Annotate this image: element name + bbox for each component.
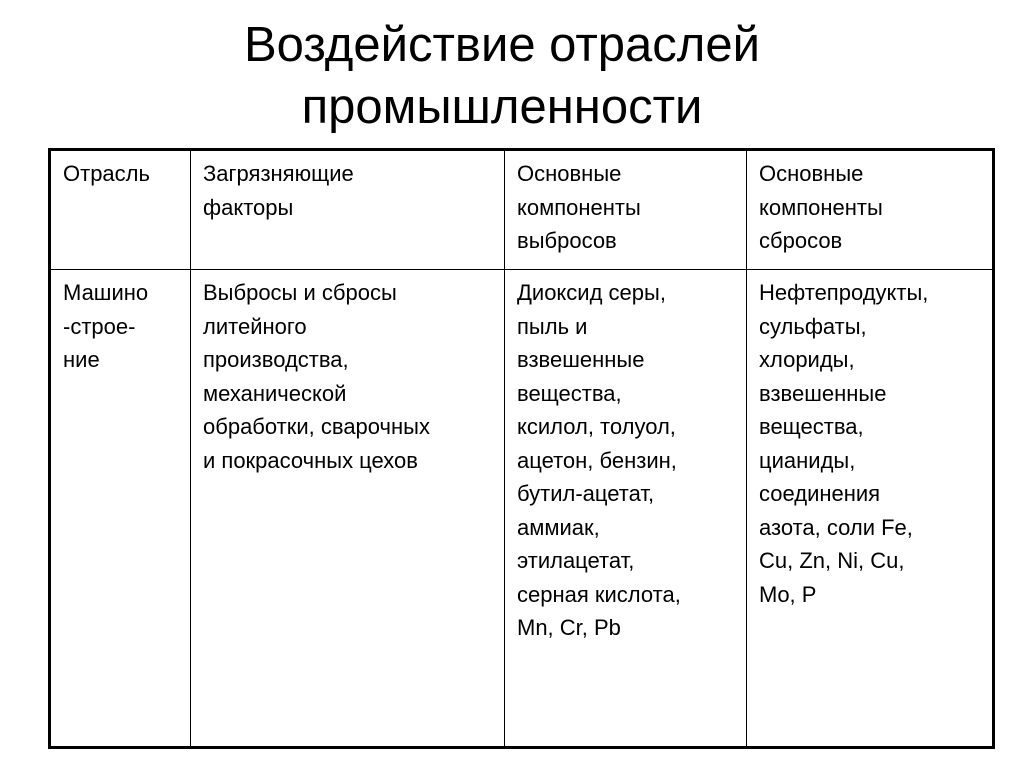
cell-industry: Машино -строе- ние — [50, 270, 191, 748]
industry-impact-table — [48, 148, 995, 749]
header-emissions: Основные компоненты выбросов — [505, 150, 747, 270]
cell-discharges: Нефтепродукты, сульфаты, хлориды, взвешенные вещества, цианиды, соединения азота, соли Fe, Cu, Zn, Ni, Cu, Mo, P — [747, 270, 994, 748]
header-discharges: Основные компоненты сбросов — [747, 150, 994, 270]
header-industry: Отрасль — [50, 150, 191, 270]
table-header-row — [50, 150, 994, 270]
cell-pollutants: Выбросы и сбросы литейного производства, механической обработки, сварочных и покрасочных цехов — [191, 270, 505, 748]
header-pollutants: Загрязняющие факторы — [191, 150, 505, 270]
cell-emissions: Диоксид серы, пыль и взвешенные вещества, ксилол, толуол, ацетон, бензин, бутил-ацетат, аммиак, этилацетат, серная кислота, Mn, Cr, Pb — [505, 270, 747, 748]
table-row — [50, 270, 994, 748]
slide-title: Воздействие отраслей промышленности — [243, 18, 761, 134]
